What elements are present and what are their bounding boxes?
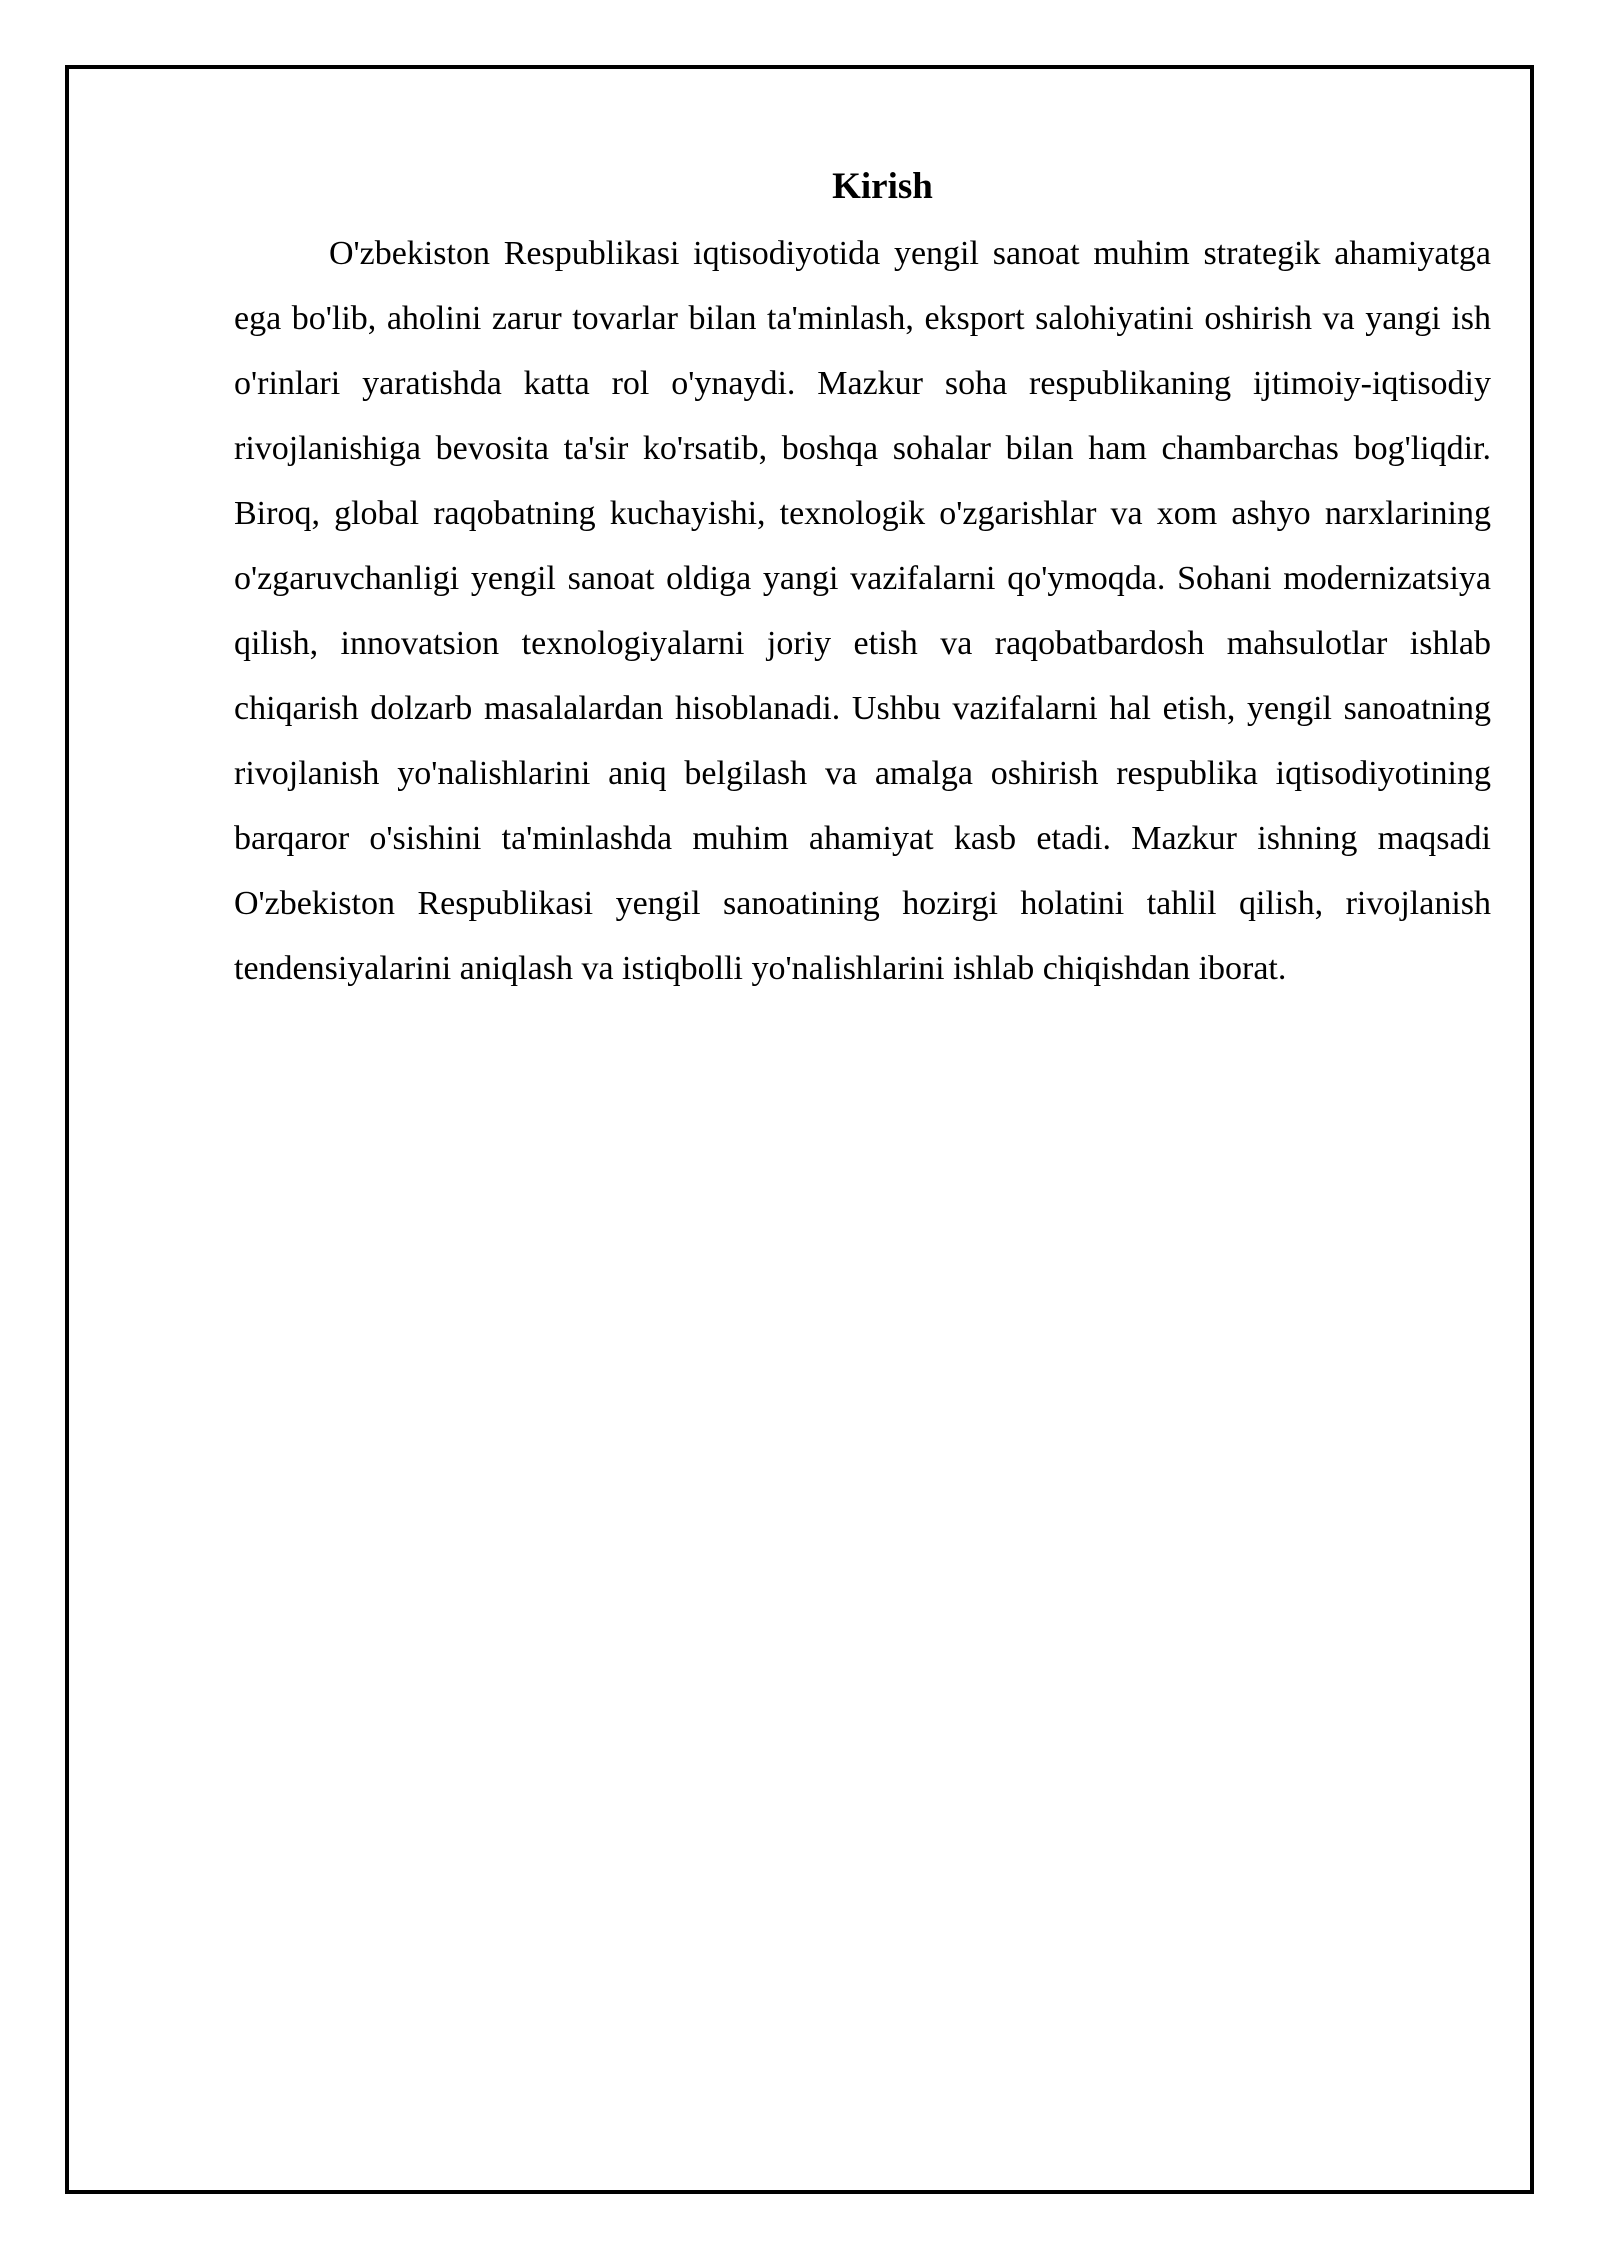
- intro-paragraph: O'zbekiston Respublikasi iqtisodiyotida yengil sanoat muhim strategik ahamiyatga ega bo'lib, aholini zarur tovarlar bilan ta'minlash, eksport salohiyatini oshirish va yangi ish o'rinlari yaratishda katta rol o'ynaydi. Mazkur soha respublikaning ijtimoiy-iqtisodiy rivojlanishiga bevosita ta'sir ko'rsatib, boshqa sohalar bilan ham chambarchas bog'liqdir. Biroq, global raqobatning kuchayishi, texnologik o'zgarishlar va xom ashyo narxlarining o'zgaruvchanligi yengil sanoat oldiga yangi vazifalarni qo'ymoqda. Sohani modernizatsiya qilish, innovatsion texnologiyalarni joriy etish va raqobatbardosh mahsulotlar ishlab chiqarish dolzarb masalalardan hisoblanadi. Ushbu vazifalarni hal etish, yengil sanoatning rivojlanish yo'nalishlarini aniq belgilash va amalga oshirish respublika iqtisodiyotining barqaror o'sishini ta'minlashda muhim ahamiyat kasb etadi. Mazkur ishning maqsadi O'zbekiston Respublikasi yengil sanoatining hozirgi holatini tahlil qilish, rivojlanish tendensiyalarini aniqlash va istiqbolli yo'nalishlarini ishlab chiqishdan iborat.: [234, 235, 1491, 987]
- document-title: Kirish: [832, 166, 933, 207]
- document-body: [234, 157, 1491, 1001]
- page-border: [65, 65, 1534, 2194]
